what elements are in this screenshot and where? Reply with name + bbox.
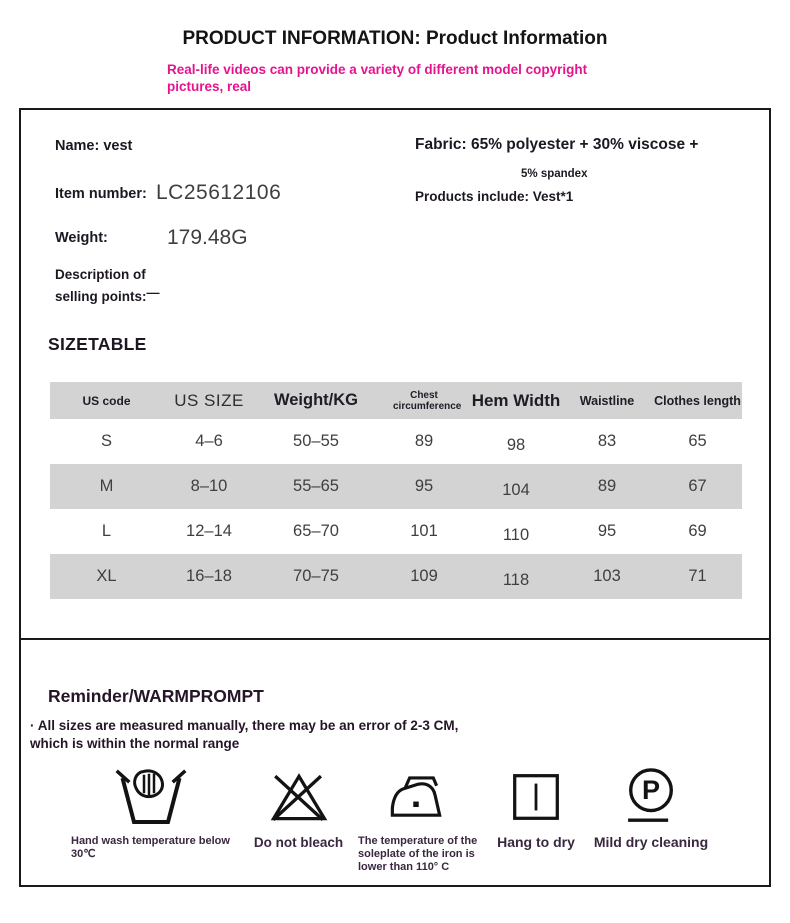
table-row-m: [50, 464, 742, 509]
product-info-panel: [19, 108, 771, 887]
page-title: PRODUCT INFORMATION: Product Information: [182, 28, 608, 49]
cell: 65–70: [293, 522, 339, 540]
care-item-hang-dry: [486, 766, 586, 850]
cell: 55–65: [293, 477, 339, 495]
products-include: Products include: Vest*1: [415, 189, 574, 204]
cell: 69: [688, 522, 707, 540]
svg-text:P: P: [641, 774, 661, 805]
col-header-waist: Waistline: [561, 382, 653, 419]
cell: 89: [597, 477, 617, 495]
cell: M: [99, 477, 114, 495]
cell: 103: [593, 567, 621, 585]
cell: 95: [414, 477, 434, 495]
description-label-text: Description of selling points:: [55, 267, 147, 304]
care-label: Mild dry cleaning: [593, 834, 709, 850]
col-header-chest: Chest circumference: [377, 382, 471, 419]
table-row-xl: [50, 554, 742, 599]
cell: 98: [506, 435, 526, 454]
fabric-info: Fabric: 65% polyester + 30% viscose +: [415, 136, 699, 153]
reminder-heading: Reminder/WARMPROMPT: [48, 686, 264, 706]
cell: 4–6: [195, 432, 223, 450]
cell: 118: [502, 570, 530, 589]
cell: 50–55: [293, 432, 339, 450]
weight-label: Weight:: [55, 230, 108, 246]
item-number-label: Item number:: [55, 186, 147, 202]
cell: 70–75: [293, 567, 339, 585]
iron-low-temp-icon: [386, 766, 446, 828]
product-name: Name: vest: [55, 138, 133, 154]
care-label: Hand wash temperature below 30℃: [71, 835, 230, 860]
col-header-us-size: US SIZE: [163, 382, 255, 419]
care-label: The temperature of the soleplate of the iron is lower than 110° C: [358, 835, 478, 873]
fabric-info-line2: 5% spandex: [521, 168, 588, 180]
reminder-note: · All sizes are measured manually, there may be an error of 2-3 CM, which is within the normal range: [30, 718, 459, 751]
cell: 67: [688, 477, 707, 495]
hang-to-dry-icon: [511, 766, 561, 828]
section-divider: [21, 638, 769, 640]
care-label: Do not bleach: [253, 835, 344, 850]
cell: 104: [502, 480, 530, 499]
cell: 110: [502, 525, 530, 544]
cell: 101: [410, 522, 438, 540]
page-subtitle: Real-life videos can provide a variety of different model copyright pictures, real: [167, 62, 588, 94]
hand-wash-icon: [112, 766, 190, 828]
care-label: Hang to dry: [497, 834, 575, 850]
col-header-length: Clothes length: [653, 382, 742, 419]
cell: 71: [688, 567, 707, 585]
cell: 8–10: [190, 477, 228, 495]
table-row-l: [50, 509, 742, 554]
cell: 95: [597, 522, 617, 540]
care-item-hand-wash: [51, 766, 251, 861]
col-header-weight: Weight/KG: [255, 382, 377, 419]
cell: XL: [96, 567, 117, 585]
cell: 109: [410, 567, 438, 585]
col-header-us-code: US code: [50, 382, 163, 419]
cell: 65: [688, 432, 707, 450]
care-item-mild-dry-cleaning: [586, 766, 716, 850]
item-number-value: LC25612106: [156, 181, 282, 204]
cell: 83: [597, 432, 617, 450]
care-item-do-not-bleach: [251, 766, 346, 850]
size-table-header-row: [50, 382, 742, 419]
table-row-s: [50, 419, 742, 464]
cell: 12–14: [186, 522, 232, 540]
mild-dry-cleaning-icon: [623, 766, 679, 828]
size-table: [50, 382, 742, 599]
care-instructions-row: [51, 766, 716, 874]
cell: 89: [414, 432, 434, 450]
do-not-bleach-icon: [267, 766, 331, 828]
care-item-iron-low: [346, 766, 486, 874]
weight-value: 179.48G: [167, 226, 248, 249]
description-empty-value: —: [146, 285, 160, 300]
cell: S: [100, 432, 112, 450]
cell: L: [101, 522, 112, 540]
col-header-hem: Hem Width: [471, 382, 561, 419]
description-label: [55, 266, 185, 306]
size-table-heading: SIZETABLE: [48, 334, 147, 354]
cell: 16–18: [186, 567, 232, 585]
